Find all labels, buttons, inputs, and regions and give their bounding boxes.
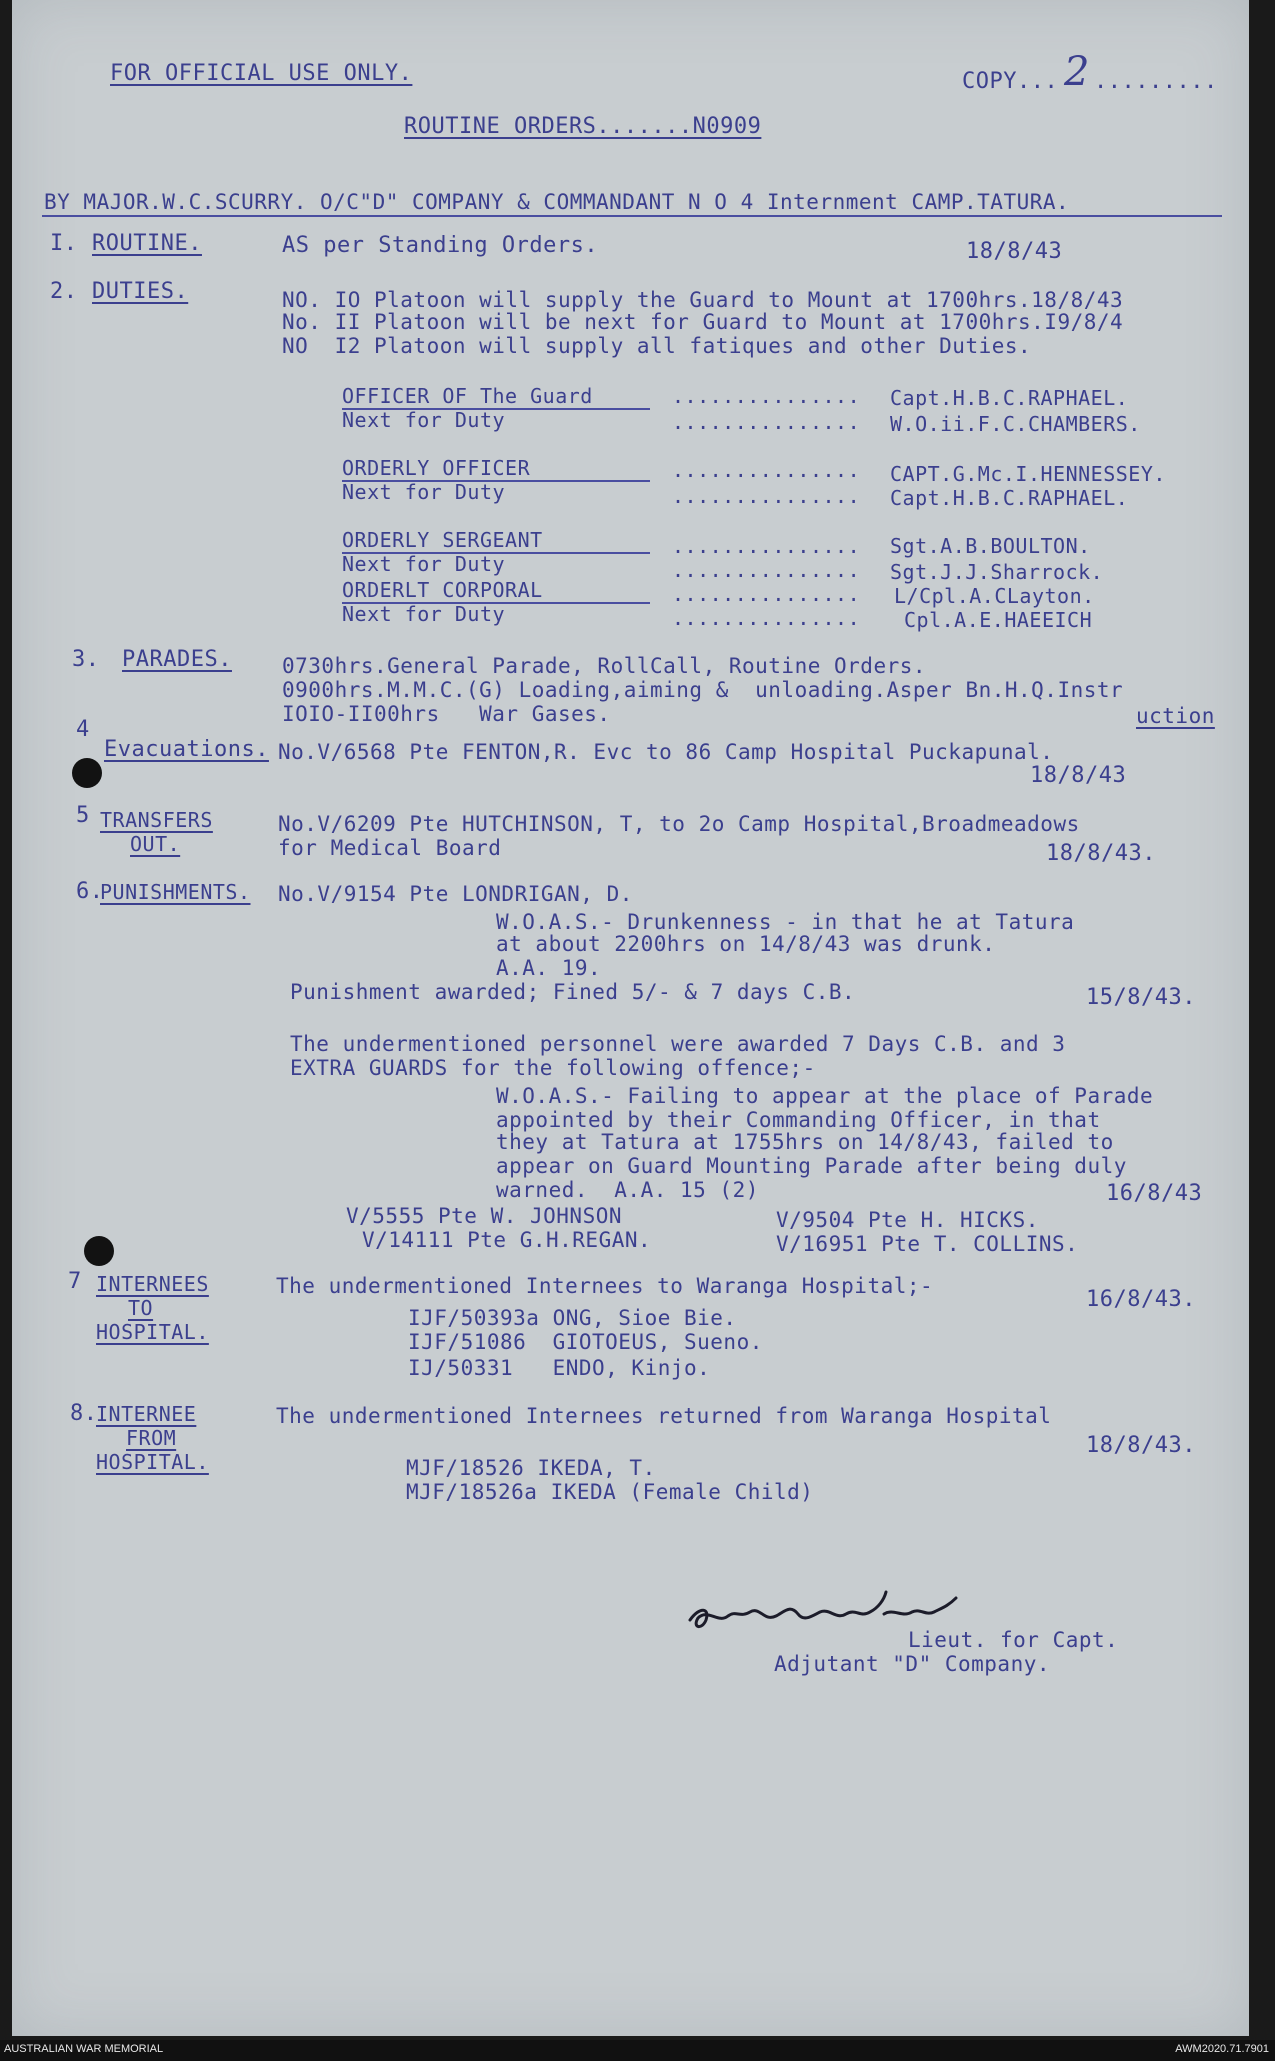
punishment-line: they at Tatura at 1755hrs on 14/8/43, failed to (496, 1130, 1114, 1154)
offender-name: V/16951 Pte T. COLLINS. (776, 1232, 1079, 1256)
copy-dots: ......... (1094, 69, 1218, 94)
duties-line: No. II Platoon will be next for Guard to Mount at 1700hrs.I9/8/4 (282, 310, 1124, 334)
document-title: ROUTINE ORDERS.......N0909 (404, 114, 762, 139)
roster-dots: ............... (672, 484, 861, 508)
roster-role: ORDERLT CORPORAL (342, 578, 543, 602)
roster-name: W.O.ii.F.C.CHAMBERS. (890, 412, 1141, 436)
punishment-date: 15/8/43. (1086, 985, 1196, 1010)
duties-line: NO. IO Platoon will supply the Guard to Mount at 1700hrs.18/8/43 (282, 288, 1124, 312)
section-heading-routine: ROUTINE. (92, 231, 202, 256)
parades-line: 0900hrs.M.M.C.(G) Loading,aiming & unloading.Asper Bn.H.Q.Instr (282, 678, 1124, 702)
punishment-line: appointed by their Commanding Officer, in that (496, 1108, 1101, 1132)
roster-dots: ............... (672, 558, 861, 582)
offender-name: V/5555 Pte W. JOHNSON (346, 1204, 623, 1228)
roster-name: Capt.H.B.C.RAPHAEL. (890, 386, 1129, 410)
roster-dots: ............... (672, 458, 861, 482)
transfer-line: No.V/6209 Pte HUTCHINSON, T, to 2o Camp Hospital,Broadmeadows (278, 812, 1080, 836)
archive-reference: AWM2020.71.7901 (1175, 2043, 1269, 2055)
roster-dots: ............... (672, 606, 861, 630)
internee-item: MJF/18526 IKEDA, T. (406, 1456, 656, 1480)
section-heading-internee-from-hospital: HOSPITAL. (96, 1450, 209, 1474)
parades-line: 0730hrs.General Parade, RollCall, Routine Orders. (282, 654, 927, 678)
section-heading-punishments: PUNISHMENTS. (100, 880, 251, 904)
parades-line-tail: uction (1136, 704, 1215, 728)
section-heading-internee-from-hospital: INTERNEE (96, 1402, 197, 1426)
internee-item: MJF/18526a IKEDA (Female Child) (406, 1480, 814, 1504)
internee-item: IJF/50393a ONG, Sioe Bie. (408, 1306, 737, 1330)
roster-role: ORDERLY SERGEANT (342, 528, 543, 552)
archive-footer (0, 2040, 1275, 2061)
section-number: 3. (72, 647, 100, 672)
roster-role: Next for Duty (342, 602, 506, 626)
offender-name: V/14111 Pte G.H.REGAN. (362, 1228, 652, 1252)
section-number: 5 (76, 803, 90, 828)
transfer-line: for Medical Board (278, 836, 502, 860)
section-number: 6. (76, 879, 104, 904)
roster-name: Cpl.A.E.HAEEICH (904, 608, 1093, 632)
copy-number: 2 (1064, 49, 1090, 95)
internee-item: IJF/51086 GIOTOEUS, Sueno. (408, 1330, 763, 1354)
roster-dots: ............... (672, 534, 861, 558)
roster-dots: ............... (672, 410, 861, 434)
punishment-line: A.A. 19. (496, 956, 602, 980)
copy-label: COPY... (962, 69, 1059, 94)
section-number: 7 (68, 1269, 82, 1294)
evacuation-date: 18/8/43 (1030, 763, 1127, 788)
document-page (12, 0, 1249, 2036)
authority-line: BY MAJOR.W.C.SCURRY. O/C"D" COMPANY & COMMANDANT N O 4 Internment CAMP.TATURA. (44, 190, 1070, 214)
official-use-heading: FOR OFFICIAL USE ONLY. (110, 61, 413, 86)
section-heading-evacuations: Evacuations. (104, 737, 269, 762)
punishment-line: warned. A.A. 15 (2) (496, 1178, 759, 1202)
roster-name: Sgt.J.J.Sharrock. (890, 560, 1104, 584)
section-number: 4 (76, 717, 90, 742)
roster-name: Capt.H.B.C.RAPHAEL. (890, 486, 1129, 510)
punishment-date: 16/8/43 (1106, 1181, 1203, 1206)
routine-date: 18/8/43 (966, 239, 1063, 264)
section-number: 8. (70, 1401, 98, 1426)
transfer-date: 18/8/43. (1046, 841, 1156, 866)
internee-item: IJ/50331 ENDO, Kinjo. (408, 1356, 711, 1380)
punishment-line: The undermentioned personnel were awarded 7 Days C.B. and 3 (290, 1032, 1066, 1056)
roster-role: Next for Duty (342, 480, 506, 504)
section-heading-internees-to-hospital: HOSPITAL. (96, 1320, 209, 1344)
section-heading-transfers: TRANSFERS (100, 808, 213, 832)
punishment-line: W.O.A.S.- Drunkenness - in that he at Tatura (496, 910, 1075, 934)
punishment-line: Punishment awarded; Fined 5/- & 7 days C.B. (290, 980, 856, 1004)
section-heading-internees-to-hospital: TO (128, 1296, 154, 1320)
evacuation-text: No.V/6568 Pte FENTON,R. Evc to 86 Camp Hospital Puckapunal. (278, 740, 1054, 764)
archive-name: AUSTRALIAN WAR MEMORIAL (4, 2043, 164, 2055)
punch-hole (84, 1236, 114, 1266)
roster-name: L/Cpl.A.CLayton. (894, 584, 1095, 608)
roster-dots: ............... (672, 384, 861, 408)
section-heading-internee-from-hospital: FROM (126, 1426, 177, 1450)
offender-name: V/9504 Pte H. HICKS. (776, 1208, 1039, 1232)
punishment-line: at about 2200hrs on 14/8/43 was drunk. (496, 932, 996, 956)
duties-line: NO I2 Platoon will supply all fatiques and other Duties. (282, 334, 1032, 358)
section-heading-internees-to-hospital: INTERNEES (96, 1272, 209, 1296)
section-heading-duties: DUTIES. (92, 279, 189, 304)
punishment-line: EXTRA GUARDS for the following offence;- (290, 1056, 816, 1080)
punch-hole (72, 758, 102, 788)
section-heading-parades: PARADES. (122, 647, 232, 672)
signoff-line: Lieut. for Capt. (908, 1628, 1119, 1652)
parades-line: IOIO-II00hrs War Gases. (282, 702, 611, 726)
header-divider (42, 215, 1222, 217)
internees-to-hospital-date: 16/8/43. (1086, 1287, 1196, 1312)
roster-role: ORDERLY OFFICER (342, 456, 531, 480)
routine-text: AS per Standing Orders. (282, 233, 599, 258)
roster-name: CAPT.G.Mc.I.HENNESSEY. (890, 462, 1166, 486)
punishment-line: No.V/9154 Pte LONDRIGAN, D. (278, 882, 633, 906)
internees-from-hospital-date: 18/8/43. (1086, 1433, 1196, 1458)
roster-role: Next for Duty (342, 552, 506, 576)
internees-from-hospital-text: The undermentioned Internees returned from Waranga Hospital (276, 1404, 1052, 1428)
roster-role: OFFICER OF The Guard (342, 384, 593, 408)
section-heading-out: OUT. (130, 832, 181, 856)
roster-role: Next for Duty (342, 408, 506, 432)
section-number: 2. (50, 279, 78, 304)
roster-dots: ............... (672, 582, 861, 606)
punishment-line: W.O.A.S.- Failing to appear at the place of Parade (496, 1084, 1154, 1108)
internees-to-hospital-text: The undermentioned Internees to Waranga Hospital;- (276, 1274, 934, 1298)
roster-name: Sgt.A.B.BOULTON. (890, 534, 1091, 558)
signoff-line: Adjutant "D" Company. (774, 1652, 1051, 1676)
section-number: I. (50, 231, 78, 256)
punishment-line: appear on Guard Mounting Parade after being duly (496, 1154, 1127, 1178)
